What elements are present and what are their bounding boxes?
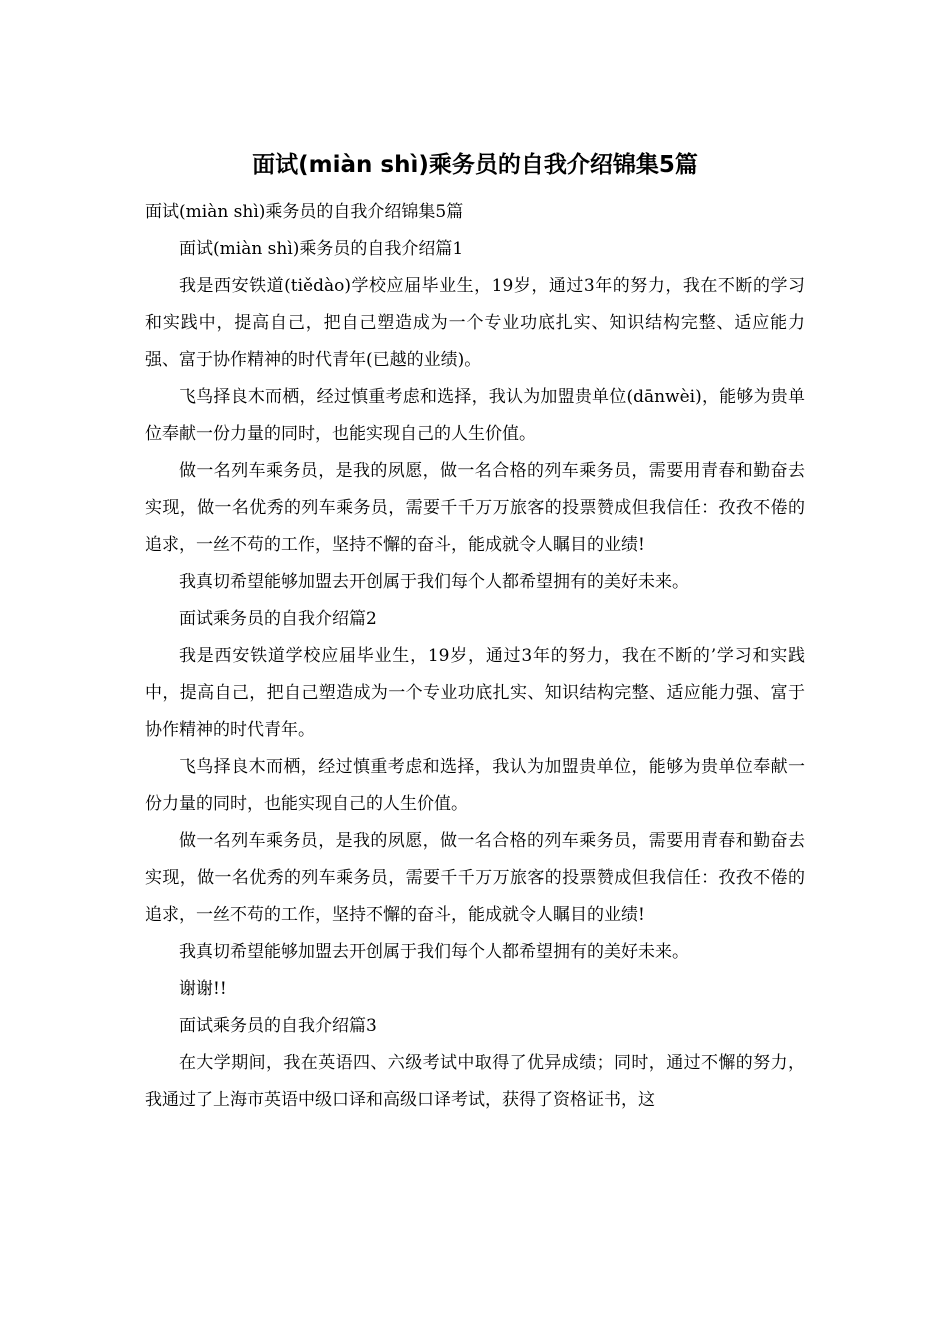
document-title: 面试(miàn shì)乘务员的自我介绍锦集5篇 — [252, 152, 698, 178]
paragraph: 我真切希望能够加盟去开创属于我们每个人都希望拥有的美好未来。 — [179, 572, 689, 592]
document-body — [145, 194, 805, 1119]
paragraph: 做一名列车乘务员，是我的夙愿，做一名合格的列车乘务员，需要用青春和勤奋去实现，做一名优秀的列车乘务员，需要千千万万旅客的投票赞成但我信任：孜孜不倦的追求，一丝不苟的工作，坚持不懈的奋斗，能成就令人瞩目的业绩! — [145, 831, 805, 925]
paragraph: 飞鸟择良木而栖，经过慎重考虑和选择，我认为加盟贵单位(dānwèi)，能够为贵单位奉献一份力量的同时，也能实现自己的人生价值。 — [145, 387, 805, 444]
paragraph: 做一名列车乘务员，是我的夙愿，做一名合格的列车乘务员，需要用青春和勤奋去实现，做一名优秀的列车乘务员，需要千千万万旅客的投票赞成但我信任：孜孜不倦的追求，一丝不苟的工作，坚持不懈的奋斗，能成就令人瞩目的业绩! — [145, 461, 805, 555]
paragraph: 我是西安铁道学校应届毕业生，19岁，通过3年的努力，我在不断的’学习和实践中，提高自己，把自己塑造成为一个专业功底扎实、知识结构完整、适应能力强、富于协作精神的时代青年。 — [145, 646, 805, 740]
subtitle-paragraph: 面试(miàn shì)乘务员的自我介绍锦集5篇 — [145, 202, 464, 222]
paragraph: 飞鸟择良木而栖，经过慎重考虑和选择，我认为加盟贵单位，能够为贵单位奉献一份力量的同时，也能实现自己的人生价值。 — [145, 757, 805, 814]
section-heading-3: 面试乘务员的自我介绍篇3 — [179, 1016, 377, 1036]
paragraph: 在大学期间，我在英语四、六级考试中取得了优异成绩；同时，通过不懈的努力，我通过了上海市英语中级口译和高级口译考试，获得了资格证书，这 — [145, 1053, 805, 1110]
paragraph: 我是西安铁道(tiědào)学校应届毕业生，19岁，通过3年的努力，我在不断的学习和实践中，提高自己，把自己塑造成为一个专业功底扎实、知识结构完整、适应能力强、富于协作精神的时代青年(已越的业绩)。 — [145, 276, 805, 370]
section-heading-1: 面试(miàn shì)乘务员的自我介绍篇1 — [179, 239, 464, 259]
paragraph: 我真切希望能够加盟去开创属于我们每个人都希望拥有的美好未来。 — [179, 942, 689, 962]
paragraph: 谢谢!! — [179, 979, 227, 999]
section-heading-2: 面试乘务员的自我介绍篇2 — [179, 609, 377, 629]
